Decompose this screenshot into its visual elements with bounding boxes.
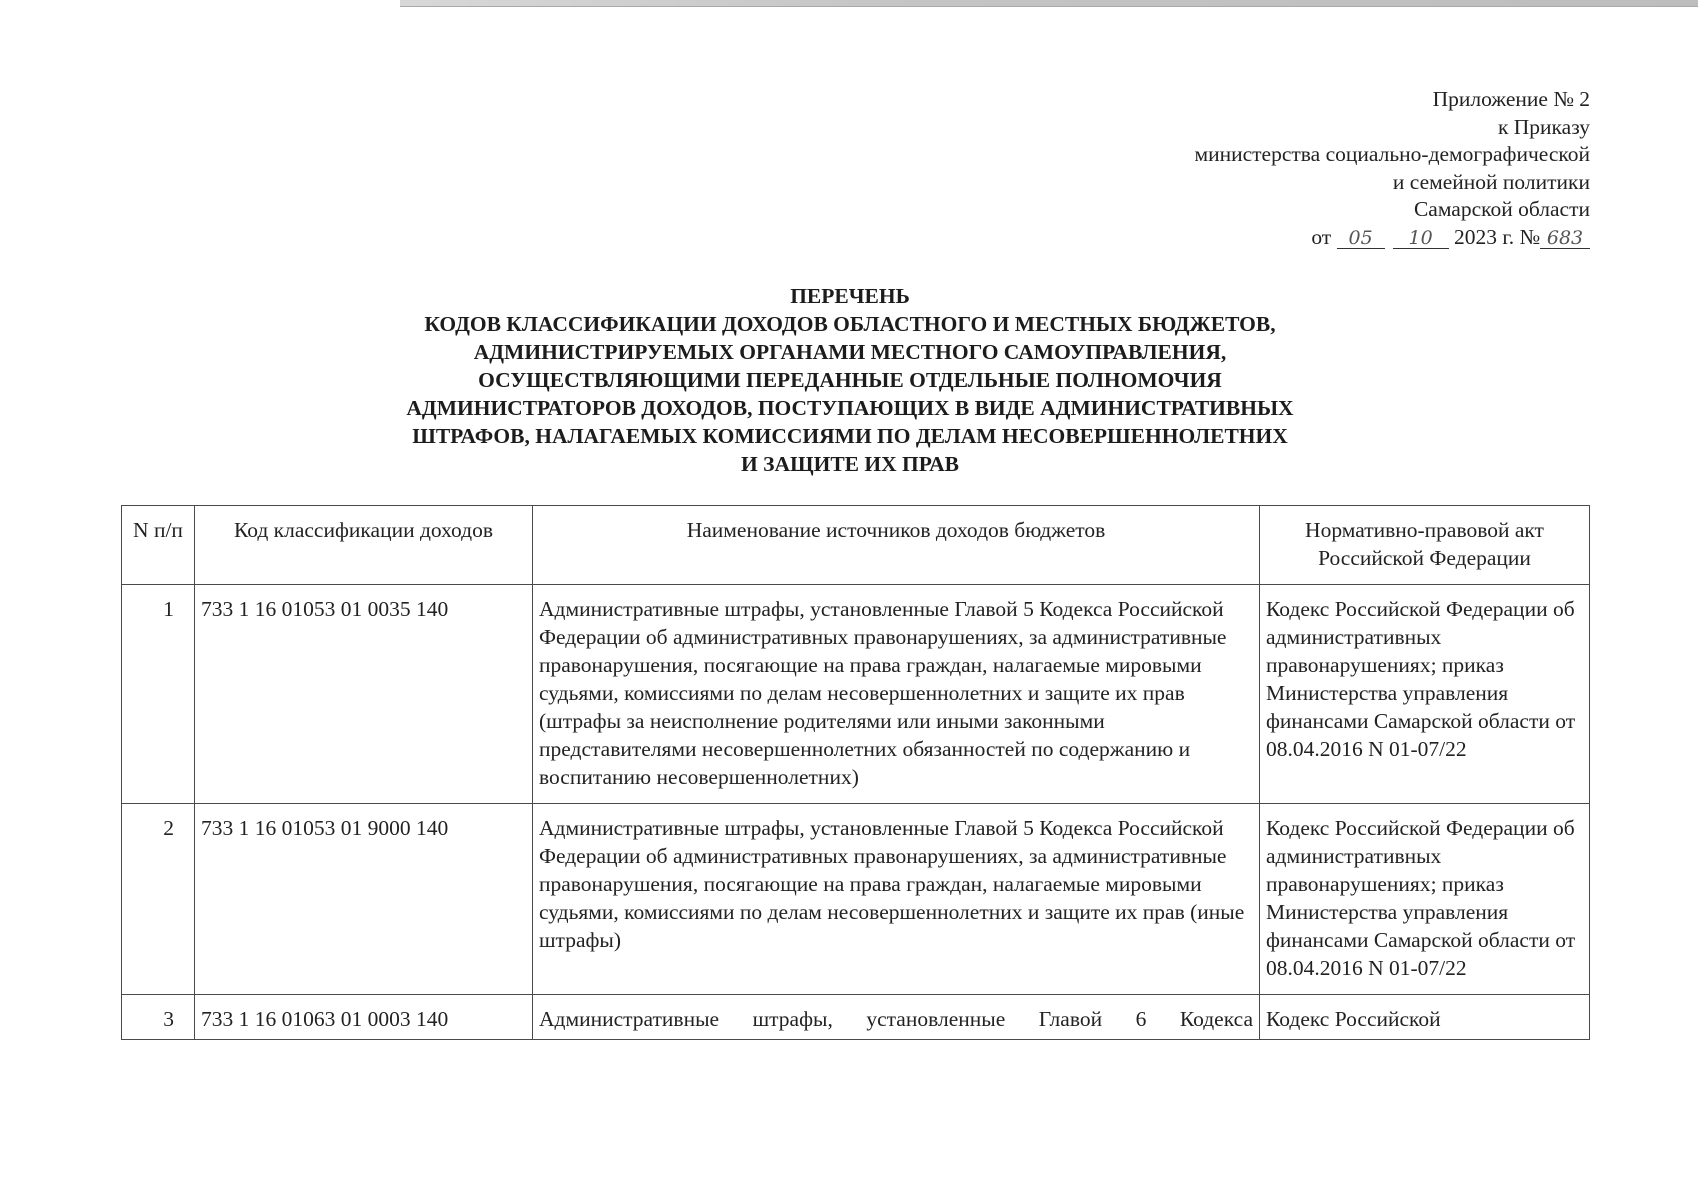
appendix-order-ref: к Приказу	[1497, 114, 1590, 139]
row-num: 3	[122, 995, 195, 1040]
row-num: 2	[122, 804, 195, 995]
handwritten-month: 10	[1393, 228, 1449, 249]
document-title	[160, 282, 1540, 478]
row-act: Кодекс Российской Федерации об административных правонарушениях; приказ Министерства управления финансами Самарской области от 08.04.2016 N 01-07/22	[1260, 804, 1590, 995]
header-code: Код классификации доходов	[195, 506, 533, 585]
row-code: 733 1 16 01063 01 0003 140	[195, 995, 533, 1040]
income-codes-table	[121, 505, 1590, 1040]
appendix-region: Самарской области	[1413, 197, 1590, 221]
row-desc: Административные штрафы, установленные Главой 5 Кодекса Российской Федерации об административных правонарушениях, за административные правонарушения, посягающие на права граждан, налагаемые мировыми судьями, комиссиями по делам несовершеннолетних и защите их прав (иные штрафы)	[533, 804, 1260, 995]
handwritten-day: 05	[1337, 228, 1385, 249]
title-line: АДМИНИСТРАТОРОВ ДОХОДОВ, ПОСТУПАЮЩИХ В ВИДЕ АДМИНИСТРАТИВНЫХ	[406, 396, 1294, 420]
row-code: 733 1 16 01053 01 9000 140	[195, 804, 533, 995]
header-act: Нормативно-правовой акт Российской Федерации	[1260, 506, 1590, 585]
appendix-number: Приложение № 2	[1432, 87, 1590, 111]
row-code: 733 1 16 01053 01 0035 140	[195, 585, 533, 804]
title-line: ПЕРЕЧЕНЬ	[790, 284, 910, 308]
title-line: ШТРАФОВ, НАЛАГАЕМЫХ КОМИССИЯМИ ПО ДЕЛАМ НЕСОВЕРШЕННОЛЕТНИХ	[412, 424, 1288, 448]
title-line: ОСУЩЕСТВЛЯЮЩИМИ ПЕРЕДАННЫЕ ОТДЕЛЬНЫЕ ПОЛНОМОЧИЯ	[478, 368, 1222, 392]
appendix-ministry-cont: и семейной политики	[1392, 169, 1590, 194]
appendix-ministry: министерства социально-демографической	[1194, 142, 1590, 166]
row-act: Кодекс Российской	[1260, 995, 1590, 1040]
row-desc: Административные штрафы, установленные Главой 5 Кодекса Российской Федерации об административных правонарушениях, за административные правонарушения, посягающие на права граждан, налагаемые мировыми судьями, комиссиями по делам несовершеннолетних и защите их прав (штрафы за неисполнение родителями или иными законными представителями несовершеннолетних обязанностей по содержанию и воспитанию несовершеннолетних)	[533, 585, 1260, 804]
table-row	[122, 585, 1590, 804]
appendix-header	[1195, 86, 1591, 251]
appendix-date-line	[1195, 224, 1591, 252]
table-header-row	[122, 506, 1590, 585]
header-desc: Наименование источников доходов бюджетов	[533, 506, 1260, 585]
scan-edge-strip	[400, 0, 1698, 7]
title-line: АДМИНИСТРИРУЕМЫХ ОРГАНАМИ МЕСТНОГО САМОУПРАВЛЕНИЯ,	[473, 340, 1227, 364]
title-line: КОДОВ КЛАССИФИКАЦИИ ДОХОДОВ ОБЛАСТНОГО И МЕСТНЫХ БЮДЖЕТОВ,	[424, 312, 1276, 336]
row-act: Кодекс Российской Федерации об административных правонарушениях; приказ Министерства управления финансами Самарской области от 08.04.2016 N 01-07/22	[1260, 585, 1590, 804]
row-desc: Административные штрафы, установленные Главой 6 Кодекса	[533, 995, 1260, 1040]
row-num: 1	[122, 585, 195, 804]
handwritten-order-number: 683	[1540, 228, 1590, 249]
date-year: 2023 г. №	[1453, 224, 1540, 249]
table-row	[122, 995, 1590, 1040]
header-num: N п/п	[122, 506, 195, 585]
date-prefix: от	[1311, 224, 1332, 249]
table-row	[122, 804, 1590, 995]
title-line: И ЗАЩИТЕ ИХ ПРАВ	[741, 452, 959, 476]
